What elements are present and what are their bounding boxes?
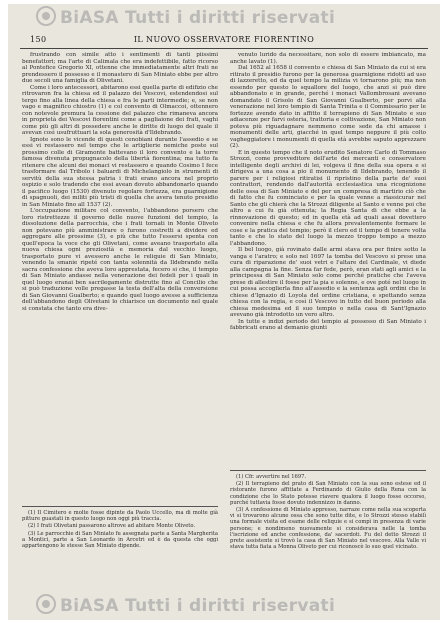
- left-paragraph: L'occupazione militare col convento, l'abbandono porsero che loro ristrettezze il governo delle nuove funzioni del tempio, la dissoluzione della parrocchia, che i frati tornati in Monte Oliveto non potevano più amministrare o furono costretti a dividere ed aggregare alle prossime (3), e più che tutto l'essersi spenta con quell'epoca la voce che gli Olivetani, come aveano trasportato alla nuova chiesa ogni preziosità e memoria dal vecchio luogo, trasportato pure vi avessero anche le reliquie di San Miniato, venendo la smanie ripeté con tanta solennità da Ildebrando nella sacra confessione che aveva loro apprestata, fecero si che, il tempio di San Miniato andasse nella venerazione dei fedeli per i quali in quel luogo eranai ben sacrilegamente distrutte fino al Concilio che si può traduzione volle pregasse la testa dell'alta della conversione di San Giovanni Gualberto; e quando quel luogo avesse a sufficienza dell'abbandono degli Olivetani lo chiarisce un documento nel quale si constata che tanto era dive-: [22, 208, 218, 312]
- right-paragraph: E in questo tempo che il noto erudito Senatore Carlo di Tommaso Strozzi, come provveditore dell'arte dei mercanti e conservatore intelligente degli archivi di lei, volgeva il fine della sua opera e si dirigeva a una cosa a pio il monumento di Ildebrando, tenendo il parere per i religiosi ritiratisi il ripristino della parte de' suoi contrattori, rendendo dall'autorità ecclesiastica una ricognizione delle ossa di San Miniato e del per un compresa di martirio ciò che di fatto che fu cominciato e per la quale venne a riassicurar nel Santo che gli chierà che la Strozzi diligente al Santo e venne poi che altro a cui fu già ottenuta; la Regia Santa di che ebbe a la rinnovazione di questo; ed in quella età ad quali assai dovettero convenire nella chiesa e che fu allora prevalentemente formare le cose e la pratica del tempio; però il clero ed il tempo di tenere volta tanto e che lo stato del luogo la mezzo troppo tempo a mezzo l'abbandono.: [230, 149, 426, 247]
- footnote: (2) I frati Olivetani passarono altrove ad abitare Monte Oliveto.: [28, 523, 196, 530]
- right-paragraph: Il bel luogo, già rovinato dalle armi stava ora per finire sotto la vanga e l'aratro; e solo nel 1697 la tomba del Vescovo si prese una cura di riparazione de' suoi vetri e l'altare del Cardinale, vi diede alla campagna la fine. Senza far fede, però, eran stati agli amici e la principessa di San Miniato solo come perché pratiche che l'aveva prese di allestire il fosse per la pia e solenne, e ove poté nel luogo in cui possa accoglierla fino all'assedio e la sentenza agli ordini che le chiese d'Ignazio di Loyola del ordine cristiana, e spettando senza chiesa con la regia, e così il Vescovo in tutto del buon periodo alla chiesa medesima ed il suo tempio o nella casa di Sant'Ignazio avevano già introdotto un vero altro.: [230, 247, 426, 318]
- watermark-top-text: BiASA Tutti i diritti riservati: [60, 8, 336, 28]
- left-paragraph: frustrando con simile atto i sentimenti di tanti piissimi benefattori; ma l'arte di Calimala che era indefettibile, fatto ricorso al Pontefice Gregorio XI, ottenne che immediatamente altri frati ne prendessero il possesso e il monastero di San Miniato ebbe per altro due secoli una famiglia di Olivetani.: [22, 52, 218, 84]
- watermark-bottom-text: BiASA Tutti i diritti riservati: [60, 596, 336, 616]
- footnote: (3) A confessione di Miniato appresso, narraze come nella sua scoperta vi si trovarono alcune ossa che sono tutte dite, e lo Strozzi stesso stabilì una formale visita ed esame delle reliquie e si compì in presenza di varie persone; e nondimeno nuovamente si considerava nelle la tomba l'iscrizione ed anche confessione, da' sacerdoti. Fu del detto Strozzi il prete assistente si trovò la casa di San Miniato nel vescovo. Alla Valle vi stava tutta fiata a Monna Oliveto per cui riconoscè lo suo quel vicinato.: [230, 507, 426, 551]
- page-number: 150: [30, 35, 47, 44]
- left-paragraph: Ignote sono le vicende di questi cenobiani durante l'assedio e se essi vi restassero nel tempo che le artiglierie nemiche poste sul prossimo colle di Giramonte battevano il loro convento e la torre famosa divenuta propugnacolo della libertà fiorentina; ma tutto fa ritenere che alcuni dei monaci vi restassero e quando Cosimo I fece trasformare dal Tribolo i baluardi di Michelangiolo in strumenti di servitù della sua stessa patria i frati erano ancora nel proprio ospizio e solo tradendo che essi avean dovuto abbandonarlo quando il pacifico luogo (1530) divenuto regolare fortezza, era guarnigione di spagnuoli, dei militi più tristi di quella che avera tenuto presidio in San Miniato fino all 1537 (2).: [22, 136, 218, 208]
- right-paragraph: Dal 1652 al 1658 il convento e chiesa di San Miniato da cui si era ritirato il presidio furono per la generosa guarnigione ridotti ad uso di lazzeretto, ed da quel tempo la milizia vi tornarono più; ma non essendo per questo lo squallore del luogo, che anzi si può dire abbandonato e in grande, perché i monaci Vallombrosani avevano domandato il Grisolo di San Giovanni Gualberto, per porvi alla venerazione nel loro tempio di Santa Trinita e il Commissario per le fortezze avendo dato in affitto il terrapieno di San Miniato e suo adiacenze per farvi osteria, trattoria e coltivazione, San Miniato non poteva più riguadagnare nemmeno come sede da chi amasse i monumenti delle arti, giacché in quel tempo neppure il più colto vagheggiatore i monumenti di quella età avrebbe saputo apprezzare (2).: [230, 65, 426, 149]
- biasa-logo-icon: [36, 6, 56, 26]
- right-column: [230, 52, 426, 332]
- footnote: (1) Il Cimitero e molte fosse dipinte da Paolo Uccello, ma di molte già pitture guastati in questo luogo non oggi più traccia.: [22, 510, 218, 523]
- left-paragraph: Come i loro antecessori, abitarono essi quella parte di edifizio che ritrovaron fra la chiesa ed il palazzo dei Vescovi, estendendosi sul tergo fino alla linea della chiesa e fra le parti intermedie; e, se non vago e magnifico chiostro (1) e col convento di Olmaccoi, ottennero con notevole premura la cessione del palazzo che rimaneva ancora in proprietà dei Vescovi fiorentini come a pagliaione dei frati, vaghi come più gli altri di possedere anche le diritte di luogo del quale il avevan così usufruttuari la sola generosità d'Ildebrando.: [22, 84, 218, 136]
- watermark-top: [36, 6, 335, 28]
- right-paragraph: venuto lurido da necessitare, non solo di essere imbiancato, ma anche lavato (1).: [230, 52, 426, 65]
- document-page: [8, 4, 440, 620]
- page-header: [20, 34, 428, 49]
- biasa-logo-icon: [36, 594, 56, 614]
- footnote: (1) Cfr. avvertire nel 1697.: [236, 474, 307, 480]
- watermark-bottom: [36, 594, 335, 616]
- footnotes-right: [230, 470, 426, 551]
- footnotes-left: [22, 506, 218, 550]
- left-column: [22, 52, 218, 312]
- right-paragraph: In tutte e indizi periodo del tempio al possesso di San Miniato i fabbricati erano al demanio giunti: [230, 318, 426, 331]
- footnote: (2) Il terrapieno del prato di San Miniato con la sua sono estese ed il ristorante furono affittate a Ferdinando di Giulio della Rena con la condizione che lo Stato potesse riavere qualora il luogo fosse occorso, purché tuttavia fosse dovuto indennizzo in danno.: [230, 481, 426, 506]
- footnote: (3) Le parrocchie di San Miniato fu assegnata parte a Santa Margherita a Montici, parte a San Leonardo in Arcetri ed è da questa che oggi appartengono le stesse San Miniato dipende.: [22, 530, 218, 550]
- running-title: IL NUOVO OSSERVATORE FIORENTINO: [133, 35, 315, 44]
